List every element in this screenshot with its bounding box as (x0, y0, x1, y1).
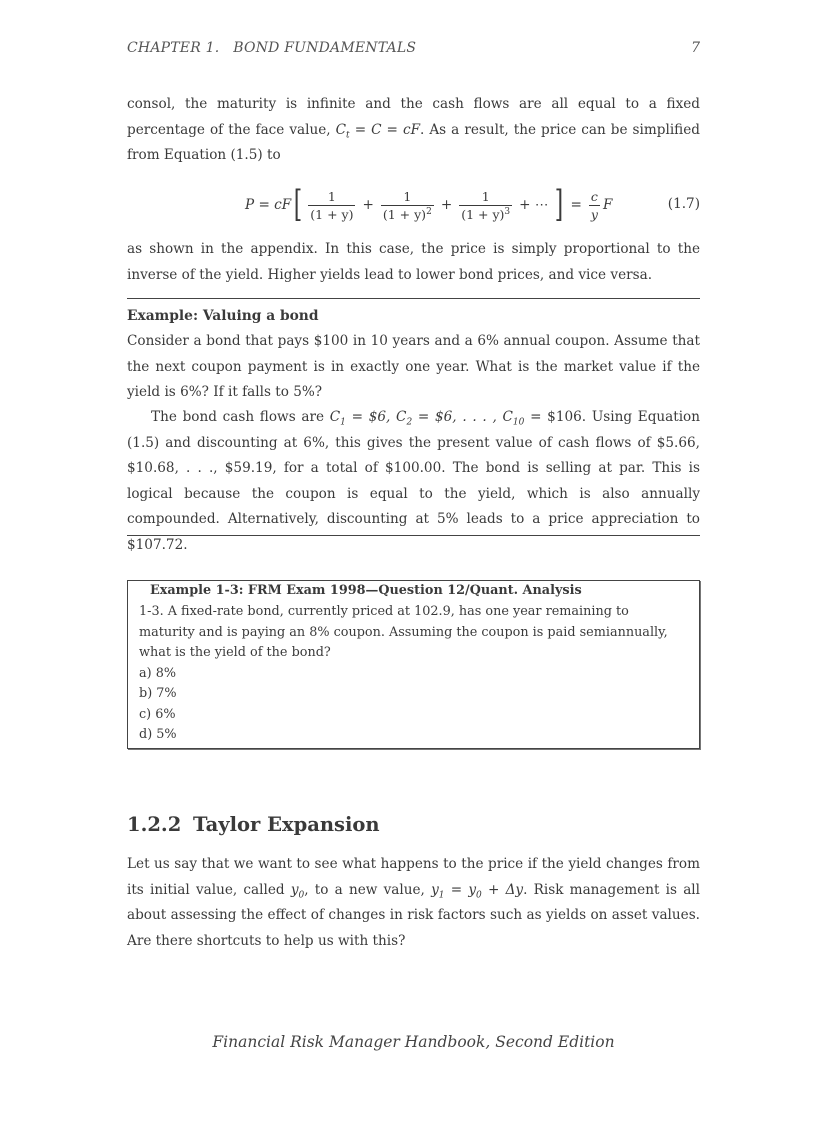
document-page (127, 0, 700, 1123)
equals-sign: = (570, 197, 582, 213)
y1-formula: $y_1 = y_0 + \Delta y$ (431, 881, 524, 901)
fraction-rhs: $\frac{c}{y}$ (590, 188, 598, 222)
exam-option-a: a) 8% (139, 665, 176, 681)
page-footer: Financial Risk Manager Handbook, Second Edition (212, 1033, 615, 1051)
example-bottom-rule (127, 535, 700, 536)
equation-body (245, 182, 612, 228)
fraction-term-1: $\frac{1}{(1 + y)}$ (310, 188, 354, 222)
intro-text-1: consol, the maturity is infinite and the cash flows are all equal to a fixed percentage of the face value, (127, 96, 700, 138)
intro-formula: $C_t = C$ = cF (335, 121, 421, 141)
example-answer: The bond cash flows are $C_1$ = $6, $C_2$ = $6, . . . , $C_{10}$ = $106. Using Equation (1.5) and discounting at 6%, this gives the present value of cash flows of $5.66, $10.68, . . ., $59.19, for a total of $100.00. The bond is selling at par. This is logical because the coupon is equal to the yield, which is also annually compounded. Alternatively, discounting at 5% leads to a price appreciation to $107.72. (127, 409, 700, 553)
exam-option-c: c) 6% (139, 706, 176, 722)
running-header (127, 40, 700, 60)
left-bracket: [ (294, 184, 303, 225)
y0-symbol: $y_0$ (290, 881, 305, 901)
equation-1-7 (127, 182, 700, 228)
plus-sign: + (362, 197, 374, 213)
exam-option-b: b) 7% (139, 686, 177, 701)
ellipsis: + ⋯ (519, 197, 549, 213)
example-top-rule (127, 298, 700, 299)
exam-question-box (127, 580, 700, 749)
section-heading (127, 811, 380, 839)
fraction-term-3: $\frac{1}{(1 + y)^3}$ (461, 188, 511, 222)
section-number: 1.2.2 (127, 813, 182, 836)
plus-sign: + (440, 197, 453, 213)
exam-title: Example 1-3: FRM Exam 1998—Question 12/Quant. Analysis (150, 583, 582, 598)
exam-body (139, 602, 679, 746)
example-title: Example: Valuing a bond (127, 308, 319, 324)
intro-text-2: . As a result, the price can be simplified from Equation (1.5) to (127, 121, 700, 163)
page-number: 7 (691, 40, 700, 56)
right-bracket: ] (555, 184, 564, 225)
exam-option-d: d) 5% (139, 727, 177, 742)
exam-question: 1-3. A fixed-rate bond, currently priced at 102.9, has one year remaining to maturity and is paying an 8% coupon. Assuming the coupon is paid semiannually, what is the yield of the bond? (139, 604, 668, 660)
equation-lhs: P = cF (245, 197, 292, 213)
section-paragraph: Let us say that we want to see what happens to the price if the yield changes from its initial value, called $y_0$, to a new value, $y_1 = y_0 + \Delta y$. Risk management is all about assessing the effect of changes in risk factors such as yields on asset values. Are there shortcuts to help us with this? (127, 856, 701, 949)
cash-flow-formula: $C_1$ = $6, $C_2$ = $6, . . . , $C_{10}$ (329, 409, 525, 428)
after-equation-paragraph: as shown in the appendix. In this case, the price is simply proportional to the inverse of the yield. Higher yields lead to lower bond prices, and vice versa. (127, 241, 700, 283)
chapter-title: CHAPTER 1. BOND FUNDAMENTALS (127, 40, 417, 56)
equation-rhs-tail: F (602, 197, 613, 213)
intro-paragraph (127, 92, 700, 169)
section-title: Taylor Expansion (193, 813, 380, 836)
example-question: Consider a bond that pays $100 in 10 years and a 6% annual coupon. Assume that the next coupon payment is in exactly one year. What is the market value if the yield is 6%? If it falls to 5%? (127, 333, 700, 400)
fraction-term-2: $\frac{1}{(1 + y)^2}$ (382, 188, 432, 222)
equation-number: (1.7) (667, 196, 700, 212)
